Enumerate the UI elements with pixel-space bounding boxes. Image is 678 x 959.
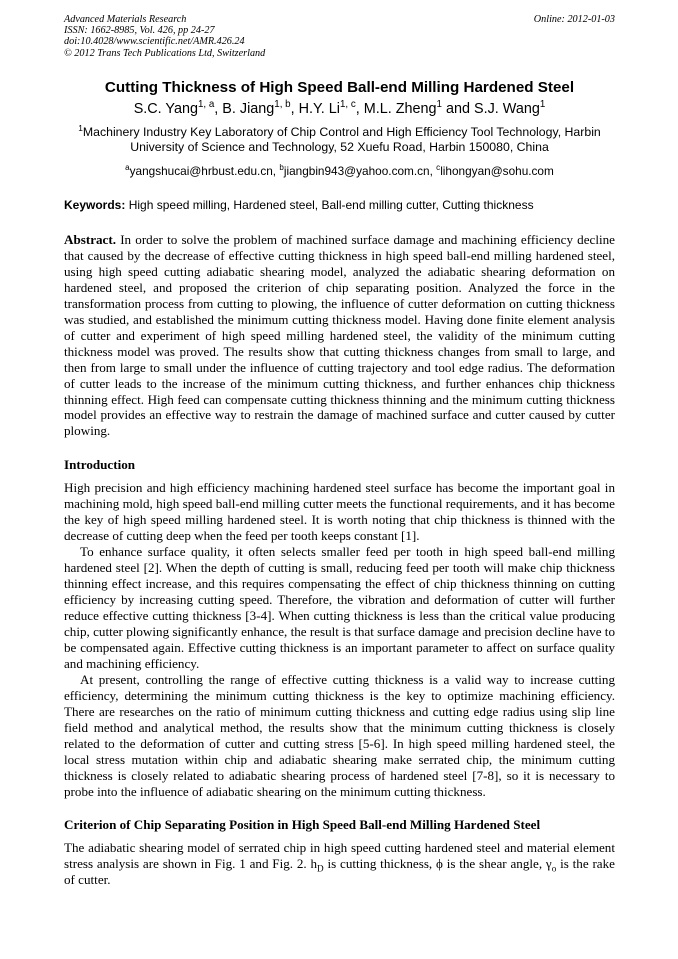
paragraph: To enhance surface quality, it often selects smaller feed per tooth in high speed ball-end milling hardened steel [2]. When the depth of cutting is small, reducing feed per tooth will make chip thickness thinning effect increase, and this requires compensating the effect of chip thickness thinning on cutting efficiency by increasing cutting speed. Therefore, the vibration and deformation of cutter will further reduce effective cutting thickness [3-4]. When cutting thickness is less than the critical value producing chip, cutter plowing significantly enhance, the result is that surface damage and precision decline have to be compensated again. Effective cutting thickness is an important parameter to affect on surface quality and machining efficiency. [64,544,615,671]
paragraph: At present, controlling the range of effective cutting thickness is a valid way to increase cutting efficiency, determining the minimum cutting thickness is the key to optimize machining efficiency. There are researches on the ratio of minimum cutting thickness and cutting edge radius using slip line field method and analytical method, the results show that the minimum cutting thickness is closely related to the deformation of cutter and cutting stress [5-6]. In high speed milling hardened steel, the local stress mutation within chip and adiabatic shearing make serrated chip, the minimum cutting thickness is closely related to adiabatic shearing process of hardened steel [7-8], so it is necessary to probe into the influence of adiabatic shearing on the minimum cutting thickness. [64,671,615,799]
section-heading-introduction: Introduction [64,457,136,473]
paper-page [64,14,615,888]
keywords-label: Keywords: [64,198,126,212]
author: H.Y. Li$^{1, c}$, [298,99,364,117]
online-date: Online: 2012-01-03 [533,14,615,25]
doi-line: doi:10.4028/www.scientific.net/AMR.426.24 [64,36,245,48]
author: M.L. Zheng$^1$ and [363,99,474,117]
journal-name: Advanced Materials Research [64,14,187,25]
author-list [64,100,615,119]
abstract-text: In order to solve the problem of machined surface damage and machining efficiency decline that caused by the decrease of effective cutting thickness in high speed ball-end milling hardened steel, using high speed cutting adiabatic shearing model, analyzed the adiabatic shearing deformation on hardened steel, and proposed the criterion of chip separating position. Analyzed the force in the transformation process from cutting to plowing, the influence of cutter deformation on cutting thickness was studied, and established the minimum cutting thickness model. Having done finite element analysis of cutter and experiment of high speed milling hardened steel, the validity of the minimum cutting thickness model was proved. The results show that cutting thickness changes from small to large, and then from large to small under the influence of cutting trajectory and tool edge radius. The deformation of cutter leads to the increase of the minimum cutting thickness, and further enhances chip thickness thinning effect. High feed can compensate cutting thickness thinning and the minimum cutting thickness model provides an effective way to restrain the damage of machined surface and cutter caused by cutter plowing. [64,232,615,439]
abstract-label: Abstract. [64,232,116,247]
affiliation: $^1$Machinery Industry Key Laboratory of Chip Control and High Efficiency Tool Technology, Harbin University of Science and Technology, 52 Xuefu Road, Harbin 150080, China [78,122,601,155]
email-address[interactable]: $^b$jiangbin943@yahoo.com.cn [279,163,430,178]
email-address[interactable]: $^a$yangshucai@hrbust.edu.cn [125,163,273,178]
section-heading-criterion: Criterion of Chip Separating Position in High Speed Ball-end Milling Hardened Steel [64,817,541,833]
issn-line: ISSN: 1662-8985, Vol. 426, pp 24-27 [64,25,215,37]
copyright-line: © 2012 Trans Tech Publications Ltd, Switzerland [64,47,266,59]
author: B. Jiang$^{1, b}$, [222,99,299,117]
journal-header [64,14,615,59]
author: S.C. Yang$^{1, a}$, [133,99,223,117]
author: S.J. Wang$^1$ [473,99,546,117]
abstract [64,232,615,439]
paper-title: Cutting Thickness of High Speed Ball-end Milling Hardened Steel [104,78,575,96]
paragraph: The adiabatic shearing model of serrated chip in high speed cutting hardened steel and material element stress analysis are shown in Fig. 1 and Fig. 2. $h_D$ is cutting thickness, ϕ is the shear angle, $\gamma_o$ is the rake of cutter. [64,840,615,888]
keywords-text: High speed milling, Hardened steel, Ball-end milling cutter, Cutting thickness [128,198,534,212]
email-address[interactable]: $^c$lihongyan@sohu.com [436,163,554,178]
paragraph: High precision and high efficiency machining hardened steel surface has become the important goal in machining mold, high speed ball-end milling cutter meets the functional requirements, and it has become the key of high speed milling hardened steel. It is worth noting that chip thickness is thinned with the decrease of cutting deep when the feed per tooth keeps constant [1]. [64,480,615,544]
author-emails: $^a$yangshucai@hrbust.edu.cn, $^b$jiangbin943@yahoo.com.cn, $^c$lihongyan@sohu.com [125,163,554,178]
keywords [64,198,615,212]
